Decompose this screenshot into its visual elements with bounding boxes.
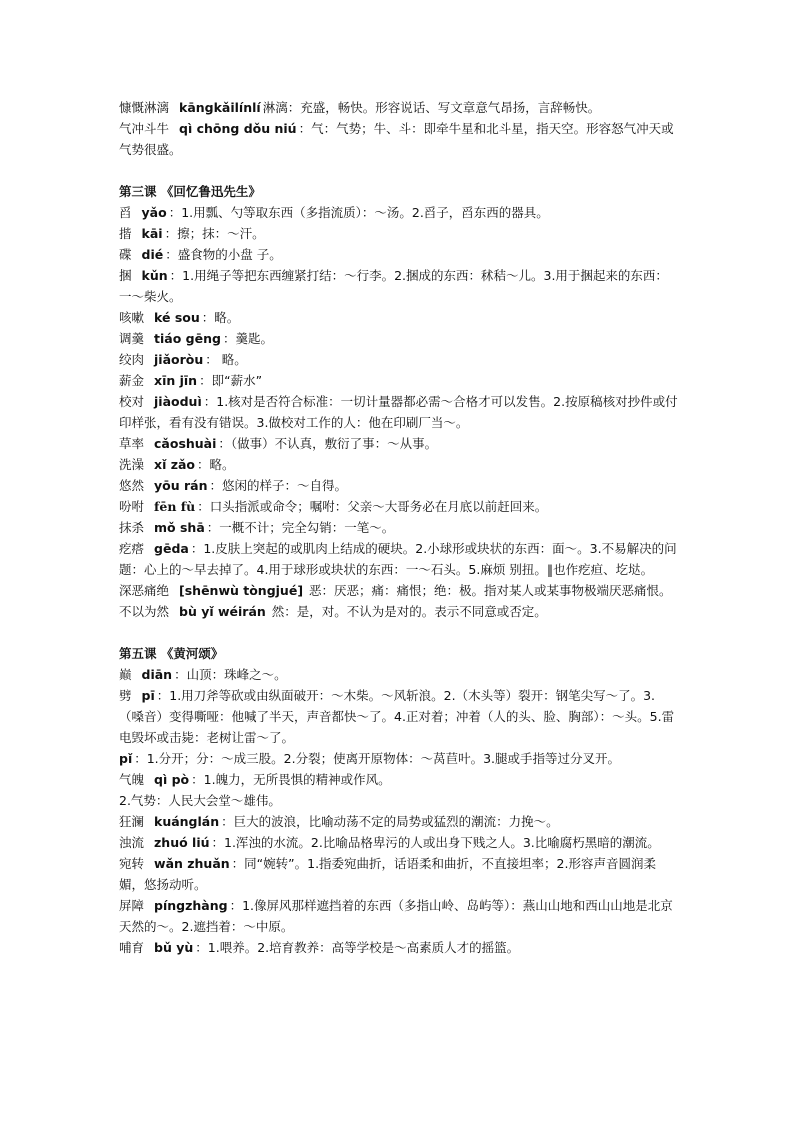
vocab-entry bbox=[119, 391, 679, 433]
vocab-word: 吩咐 bbox=[119, 499, 145, 514]
vocab-word: 绞肉 bbox=[119, 352, 145, 367]
vocab-word: 碟 bbox=[119, 247, 132, 262]
vocab-definition: ：略。 bbox=[197, 457, 235, 472]
vocab-pinyin: yōu rán bbox=[154, 478, 208, 493]
vocab-definition: ：擦；抹：～汗。 bbox=[164, 226, 265, 241]
vocab-definition: ：1.用刀斧等砍或由纵面破开：～木柴。～风斩浪。2.（木头等）裂开：钢笔尖写～了。3.（嗓音）变得嘶哑：他喊了半天，声音都快～了。4.正对着；冲着（人的头、脸、胸部）：～头。5.雷电毁坏或击毙：老树让雷～了。 bbox=[119, 688, 675, 745]
vocab-pinyin: dié bbox=[141, 247, 164, 262]
vocab-entry bbox=[119, 832, 679, 853]
vocab-definition: ：（做事）不认真，敷衍了事：～从事。 bbox=[218, 436, 438, 451]
vocab-pinyin: yǎo bbox=[141, 205, 167, 220]
vocab-entry bbox=[119, 664, 679, 685]
vocab-word: 捆 bbox=[119, 268, 132, 283]
vocab-definition: 2.气势：人民大会堂～雄伟。 bbox=[119, 793, 281, 808]
vocab-word: 慷慨淋漓 bbox=[119, 100, 170, 115]
vocab-entry bbox=[119, 265, 679, 307]
vocab-entry bbox=[119, 769, 679, 790]
vocab-word: 气冲斗牛 bbox=[119, 121, 170, 136]
vocab-definition: ：即“薪水” bbox=[199, 373, 263, 388]
vocab-pinyin: tiáo gēng bbox=[154, 331, 221, 346]
vocab-word: 调羹 bbox=[119, 331, 145, 346]
vocab-word: 浊流 bbox=[119, 835, 145, 850]
vocab-pinyin: mǒ shā bbox=[154, 520, 205, 535]
vocab-word: 抹杀 bbox=[119, 520, 145, 535]
vocab-pinyin: pǐ bbox=[119, 751, 133, 766]
vocab-word: 悠然 bbox=[119, 478, 145, 493]
vocab-entry bbox=[119, 538, 679, 580]
vocab-word: 洗澡 bbox=[119, 457, 145, 472]
vocab-definition: ： 略。 bbox=[205, 352, 247, 367]
vocab-definition: ：羹匙。 bbox=[222, 331, 273, 346]
vocab-entry bbox=[119, 328, 679, 349]
vocab-pinyin: píngzhàng bbox=[154, 898, 228, 913]
vocab-word: 舀 bbox=[119, 205, 132, 220]
vocab-pinyin: jiǎoròu bbox=[154, 352, 204, 367]
vocab-entry bbox=[119, 496, 679, 517]
lesson3-title: 第三课 《回忆鲁迅先生》 bbox=[119, 184, 261, 199]
vocab-definition: ：口头指派或命令；嘱咐：父亲～大哥务必在月底以前赶回来。 bbox=[197, 499, 548, 514]
vocab-entry bbox=[119, 223, 679, 244]
vocab-word: 宛转 bbox=[119, 856, 145, 871]
vocab-entry bbox=[119, 244, 679, 265]
vocab-word: 深恶痛绝 bbox=[119, 583, 170, 598]
vocab-definition: 淋漓：充盛，畅快。形容说话、写文章意气昂扬，言辞畅快。 bbox=[262, 100, 601, 115]
vocab-word: 咳嗽 bbox=[119, 310, 145, 325]
vocab-word: 草率 bbox=[119, 436, 145, 451]
vocab-entry bbox=[119, 349, 679, 370]
vocab-entry bbox=[119, 895, 679, 937]
vocab-word: 屏障 bbox=[119, 898, 145, 913]
vocab-word: 哺育 bbox=[119, 940, 145, 955]
vocab-definition: ：1.分开；分：～成三股。2.分裂；使离开原物体：～莴苣叶。3.腿或手指等过分叉开。 bbox=[134, 751, 621, 766]
vocab-pinyin: xīn jīn bbox=[154, 373, 198, 388]
vocab-entry bbox=[119, 517, 679, 538]
vocab-word: 气魄 bbox=[119, 772, 145, 787]
vocab-definition: ：1.浑浊的水流。2.比喻品格卑污的人或出身下贱之人。3.比喻腐朽黑暗的潮流。 bbox=[211, 835, 660, 850]
vocab-entry bbox=[119, 475, 679, 496]
vocab-entry bbox=[119, 118, 679, 160]
vocab-definition: ：1.皮肤上突起的或肌肉上结成的硬块。2.小球形或块状的东西：面～。3.不易解决的问题：心上的～早去掉了。4.用于球形或块状的东西：一～石头。5.麻烦 别扭。‖也作疙疸、圪垯。 bbox=[119, 541, 677, 577]
vocab-definition: 然：是，对。不认为是对的。表示不同意或否定。 bbox=[267, 604, 547, 619]
vocab-definition: ：1.用绳子等把东西缠紧打结：～行李。2.捆成的东西：秫秸～儿。3.用于捆起来的东西：一～柴火。 bbox=[119, 268, 668, 304]
vocab-word: 不以为然 bbox=[119, 604, 170, 619]
document-page bbox=[119, 97, 679, 958]
vocab-word: 狂澜 bbox=[119, 814, 145, 829]
vocab-entry bbox=[119, 433, 679, 454]
vocab-pinyin: zhuó liú bbox=[154, 835, 210, 850]
vocab-pinyin: ké sou bbox=[154, 310, 200, 325]
vocab-pinyin: jiàoduì bbox=[154, 394, 202, 409]
vocab-pinyin: [shēnwù tòngjué] bbox=[179, 583, 304, 598]
vocab-definition: ：1.用瓢、勺等取东西（多指流质）：～汤。2.舀子，舀东西的器具。 bbox=[168, 205, 549, 220]
vocab-definition: ：巨大的波浪，比喻动荡不定的局势或猛烈的潮流：力挽～。 bbox=[221, 814, 559, 829]
vocab-entry bbox=[119, 580, 679, 601]
vocab-pinyin: kāi bbox=[141, 226, 163, 241]
vocab-definition: ：悠闲的样子：～自得。 bbox=[209, 478, 348, 493]
vocab-pinyin: xǐ zǎo bbox=[154, 457, 196, 472]
vocab-pinyin: qì pò bbox=[154, 772, 190, 787]
vocab-pinyin: kǔn bbox=[141, 268, 168, 283]
vocab-pinyin: pī bbox=[141, 688, 155, 703]
vocab-word: 揩 bbox=[119, 226, 132, 241]
vocab-definition: ：1.像屏风那样遮挡着的东西（多指山岭、岛屿等）：燕山山地和西山山地是北京天然的～。2.遮挡着：～中原。 bbox=[119, 898, 673, 934]
vocab-word: 劈 bbox=[119, 688, 132, 703]
vocab-entry bbox=[119, 853, 679, 895]
vocab-word: 薪金 bbox=[119, 373, 145, 388]
intro-entries bbox=[119, 97, 679, 160]
vocab-entry bbox=[119, 202, 679, 223]
vocab-pinyin: fēn fù bbox=[154, 499, 196, 514]
vocab-word: 巅 bbox=[119, 667, 132, 682]
vocab-definition: ：同“婉转”。1.指委宛曲折，话语柔和曲折，不直接坦率；2.形容声音圆润柔媚，悠扬动听。 bbox=[119, 856, 656, 892]
vocab-definition: ：1.核对是否符合标准：一切计量器都必需～合格才可以发售。2.按原稿核对抄件或付印样张，看有没有错误。3.做校对工作的人：他在印刷厂当～。 bbox=[119, 394, 678, 430]
vocab-pinyin: bù yǐ wéirán bbox=[179, 604, 266, 619]
vocab-definition: ：1.喂养。2.培育教养：高等学校是～高素质人才的摇篮。 bbox=[195, 940, 520, 955]
vocab-pinyin: cǎoshuài bbox=[154, 436, 217, 451]
vocab-definition: 恶：厌恶；痛：痛恨；绝：极。指对某人或某事物极端厌恶痛恨。 bbox=[305, 583, 672, 598]
vocab-word: 校对 bbox=[119, 394, 145, 409]
vocab-pinyin: gēda bbox=[154, 541, 189, 556]
vocab-entry bbox=[119, 937, 679, 958]
lesson3-entries bbox=[119, 202, 679, 622]
vocab-entry bbox=[119, 97, 679, 118]
vocab-definition: ：气：气势；牛、斗：即牵牛星和北斗星，指天空。形容怒气冲天或气势很盛。 bbox=[119, 121, 674, 157]
vocab-entry bbox=[119, 454, 679, 475]
section-gap bbox=[119, 160, 679, 181]
vocab-entry bbox=[119, 307, 679, 328]
vocab-pinyin: bǔ yù bbox=[154, 940, 194, 955]
vocab-definition: ：略。 bbox=[201, 310, 240, 325]
lesson5-entries bbox=[119, 664, 679, 958]
vocab-pinyin: diān bbox=[141, 667, 173, 682]
section-gap bbox=[119, 622, 679, 643]
vocab-definition: ：一概不计；完全勾销：一笔～。 bbox=[206, 520, 395, 535]
vocab-entry bbox=[119, 370, 679, 391]
vocab-pinyin: wǎn zhuǎn bbox=[154, 856, 230, 871]
vocab-definition: ：1.魄力，无所畏惧的精神或作风。 bbox=[191, 772, 391, 787]
vocab-entry bbox=[119, 811, 679, 832]
vocab-pinyin: kāngkǎilínlí bbox=[179, 100, 261, 115]
vocab-entry bbox=[119, 601, 679, 622]
vocab-definition: ：盛食物的小盘 子。 bbox=[165, 247, 282, 262]
vocab-pinyin: kuánglán bbox=[154, 814, 220, 829]
vocab-word: 疙瘩 bbox=[119, 541, 145, 556]
vocab-pinyin: qì chōng dǒu niú bbox=[179, 121, 297, 136]
lesson5-title: 第五课 《黄河颂》 bbox=[119, 646, 224, 661]
vocab-entry bbox=[119, 790, 679, 811]
vocab-entry bbox=[119, 748, 679, 769]
vocab-definition: ：山顶：珠峰之～。 bbox=[174, 667, 287, 682]
vocab-entry bbox=[119, 685, 679, 748]
